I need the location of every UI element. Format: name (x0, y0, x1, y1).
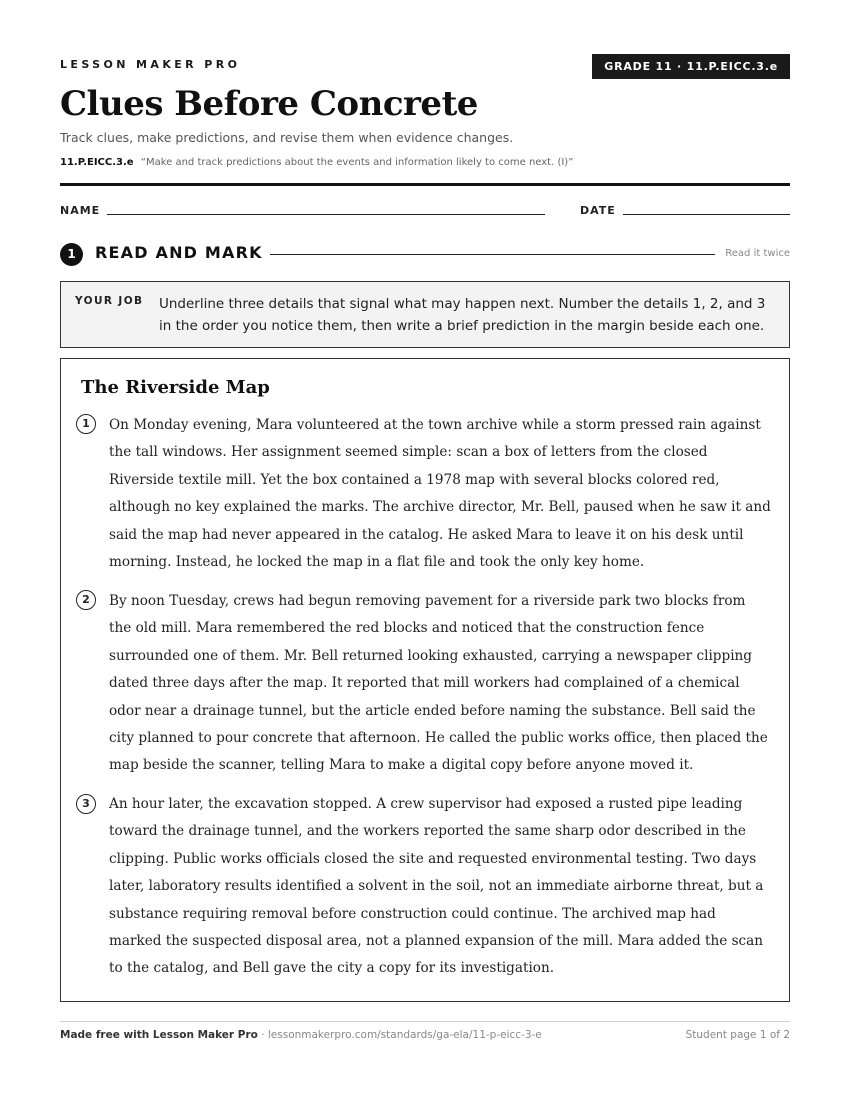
worksheet-title: Clues Before Concrete (60, 84, 478, 124)
instructions-text: Underline three details that signal what may happen next. Number the details 1, 2, and 3 in the order you notice them, then write a brief prediction in the margin beside each one. (159, 296, 766, 334)
paragraph-1[interactable]: On Monday evening, Mara volunteered at the town archive while a storm pressed rain against the tall windows. Her assignment seemed simple: scan a box of letters from the closed Riverside textile mill. Yet the box contained a 1978 map with several blocks colored red, although no key explained the marks. The archive director, Mr. Bell, paused when he saw it and said the map had never appeared in the catalog. He asked Mara to leave it on his desk until morning. Instead, he locked the map in a flat file and took the only key home. (109, 417, 771, 571)
footer-credit (60, 1029, 542, 1041)
grade-badge: GRADE 11 · 11.P.EICC.3.e (592, 54, 790, 79)
footer-url[interactable]: lessonmakerpro.com/standards/ga-ela/11-p-eicc-3-e (267, 1029, 542, 1041)
instructions-box (60, 281, 790, 348)
passage-title: The Riverside Map (81, 377, 270, 398)
paragraph-number-3: 3 (76, 794, 96, 814)
standard-code: 11.P.EICC.3.e (60, 157, 134, 168)
paragraph-number-2: 2 (76, 590, 96, 610)
standard-line (60, 157, 573, 168)
paragraph-3[interactable]: An hour later, the excavation stopped. A crew supervisor had exposed a rusted pipe leading toward the drainage tunnel, and the workers reported the same sharp odor described in the clipping. Public works officials closed the site and requested environmental testing. Two days later, laboratory results identified a solvent in the soil, not an immediate airborne threat, but a substance requiring removal before construction could continue. The archived map had marked the suspected disposal area, not a planned expansion of the mill. Mara added the scan to the catalog, and Bell gave the city a copy for its investigation. (109, 796, 764, 977)
header-divider (60, 183, 790, 186)
paragraph-number-1: 1 (76, 414, 96, 434)
section-number-badge: 1 (60, 243, 83, 266)
section-hint: Read it twice (725, 248, 790, 259)
paragraph-2[interactable]: By noon Tuesday, crews had begun removing pavement for a riverside park two blocks from the old mill. Mara remembered the red blocks and noticed that the construction fence surrounded one of them. Mr. Bell returned looking exhausted, carrying a newspaper clipping dated three days after the map. It reported that mill workers had complained of a chemical odor near a drainage tunnel, but the article ended before naming the substance. Bell said the city planned to pour concrete that afternoon. He called the public works office, then placed the map beside the scanner, telling Mara to make a digital copy before anyone moved it. (109, 593, 768, 774)
footer-separator: · (257, 1029, 268, 1041)
instructions-label: YOUR JOB (75, 295, 144, 307)
standard-text: “Make and track predictions about the events and information likely to come next. (I)” (140, 157, 574, 168)
page-indicator: Student page 1 of 2 (685, 1029, 790, 1041)
date-field[interactable] (623, 214, 790, 215)
name-field[interactable] (107, 214, 545, 215)
section-title: READ AND MARK (95, 243, 263, 262)
date-label: DATE (580, 204, 616, 217)
footer-made-with: Made free with Lesson Maker Pro (60, 1029, 258, 1041)
worksheet-subtitle: Track clues, make predictions, and revise them when evidence changes. (60, 130, 514, 145)
footer-divider (60, 1021, 790, 1022)
brand-name: LESSON MAKER PRO (60, 58, 241, 71)
section-divider (270, 254, 715, 255)
name-label: NAME (60, 204, 101, 217)
reading-passage (60, 358, 790, 1002)
